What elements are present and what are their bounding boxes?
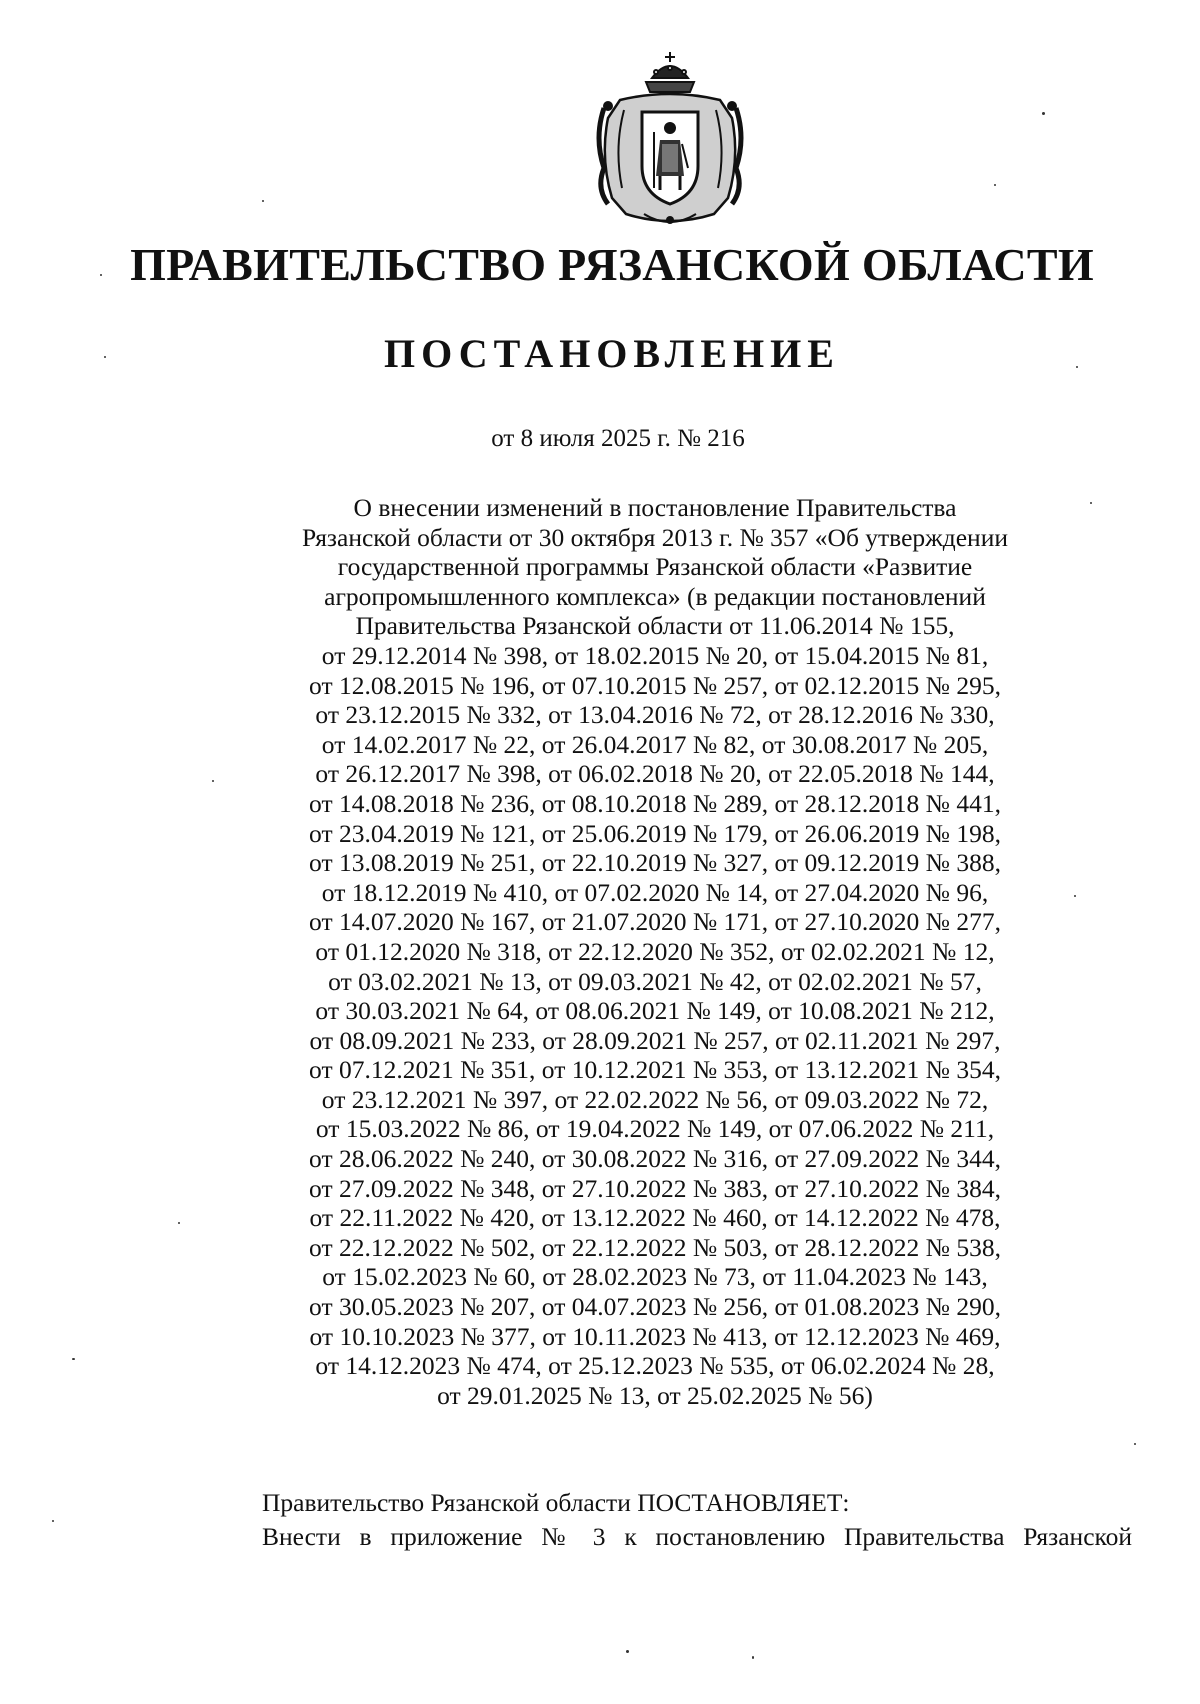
ryazan-coat-of-arms-icon — [590, 48, 750, 236]
scan-speck — [72, 1358, 75, 1360]
subject-line: от 29.01.2025 № 13, от 25.02.2025 № 56) — [437, 1380, 873, 1410]
subject-line: от 03.02.2021 № 13, от 09.03.2021 № 42, от 02.02.2021 № 57, — [328, 966, 982, 996]
organization-title: ПРАВИТЕЛЬСТВО РЯЗАНСКОЙ ОБЛАСТИ — [130, 239, 1094, 290]
subject-line: от 22.11.2022 № 420, от 13.12.2022 № 460, от 14.12.2022 № 478, — [309, 1203, 1001, 1233]
subject-line: от 18.12.2019 № 410, от 07.02.2020 № 14, от 27.04.2020 № 96, — [321, 877, 989, 907]
subject-line: государственной программы Рязанской области «Развитие — [337, 552, 973, 582]
subject-line: от 15.03.2022 № 86, от 19.04.2022 № 149, от 07.06.2022 № 211, — [315, 1114, 995, 1144]
scan-speck — [52, 1520, 54, 1522]
subject-line: от 14.12.2023 № 474, от 25.12.2023 № 535, от 06.02.2024 № 28, — [315, 1351, 995, 1381]
subject-line: от 27.09.2022 № 348, от 27.10.2022 № 383, от 27.10.2022 № 384, — [309, 1173, 1001, 1203]
subject-line: от 14.02.2017 № 22, от 26.04.2017 № 82, от 30.08.2017 № 205, — [321, 729, 989, 759]
scan-speck — [1090, 502, 1092, 504]
document-subject — [250, 493, 1060, 1410]
scan-speck — [178, 1222, 180, 1224]
subject-line: от 28.06.2022 № 240, от 30.08.2022 № 316, от 27.09.2022 № 344, — [309, 1144, 1001, 1174]
subject-line: от 30.05.2023 № 207, от 04.07.2023 № 256, от 01.08.2023 № 290, — [309, 1292, 1001, 1322]
decree-body-first-line: Внести в приложение № 3 к постановлению Правительства Рязанской — [262, 1522, 1132, 1551]
subject-line: Правительства Рязанской области от 11.06.2014 № 155, — [355, 611, 955, 641]
subject-line: агропромышленного комплекса» (в редакции постановлений — [324, 581, 986, 611]
document-type-heading: ПОСТАНОВЛЕНИЕ — [384, 331, 840, 376]
scan-speck — [262, 200, 264, 202]
subject-line: Рязанской области от 30 октября 2013 г. № 357 «Об утверждении — [301, 522, 1008, 552]
subject-line: от 12.08.2015 № 196, от 07.10.2015 № 257, от 02.12.2015 № 295, — [309, 670, 1001, 700]
scan-speck — [100, 274, 102, 276]
subject-line: от 10.10.2023 № 377, от 10.11.2023 № 413, от 12.12.2023 № 469, — [309, 1321, 1001, 1351]
subject-line: от 26.12.2017 № 398, от 06.02.2018 № 20, от 22.05.2018 № 144, — [315, 759, 995, 789]
subject-line: от 08.09.2021 № 233, от 28.09.2021 № 257, от 02.11.2021 № 297, — [309, 1025, 1001, 1055]
scan-speck — [994, 184, 996, 186]
decree-intro: Правительство Рязанской области ПОСТАНОВЛЯЕТ: — [262, 1488, 850, 1517]
document-date-number: от 8 июля 2025 г. № 216 — [491, 425, 745, 452]
subject-line: от 14.07.2020 № 167, от 21.07.2020 № 171, от 27.10.2020 № 277, — [309, 907, 1001, 937]
subject-line: от 22.12.2022 № 502, от 22.12.2022 № 503, от 28.12.2022 № 538, — [309, 1232, 1001, 1262]
subject-line: от 13.08.2019 № 251, от 22.10.2019 № 327, от 09.12.2019 № 388, — [309, 848, 1001, 878]
subject-line: от 14.08.2018 № 236, от 08.10.2018 № 289, от 28.12.2018 № 441, — [309, 788, 1001, 818]
scan-speck — [752, 1656, 754, 1659]
subject-line: от 07.12.2021 № 351, от 10.12.2021 № 353, от 13.12.2021 № 354, — [309, 1055, 1001, 1085]
subject-line: О внесении изменений в постановление Правительства — [353, 493, 957, 522]
subject-line: от 23.12.2015 № 332, от 13.04.2016 № 72, от 28.12.2016 № 330, — [315, 700, 995, 730]
scan-speck — [104, 356, 106, 358]
subject-line: от 15.02.2023 № 60, от 28.02.2023 № 73, от 11.04.2023 № 143, — [322, 1262, 988, 1292]
subject-line: от 23.04.2019 № 121, от 25.06.2019 № 179, от 26.06.2019 № 198, — [309, 818, 1001, 848]
scan-speck — [626, 1650, 629, 1653]
subject-line: от 01.12.2020 № 318, от 22.12.2020 № 352, от 02.02.2021 № 12, — [315, 936, 995, 966]
subject-line: от 23.12.2021 № 397, от 22.02.2022 № 56, от 09.03.2022 № 72, — [321, 1084, 989, 1114]
scan-speck — [1042, 112, 1045, 115]
scan-speck — [1134, 1443, 1136, 1445]
scan-speck — [212, 780, 214, 782]
subject-line: от 30.03.2021 № 64, от 08.06.2021 № 149, от 10.08.2021 № 212, — [315, 996, 995, 1026]
subject-line: от 29.12.2014 № 398, от 18.02.2015 № 20, от 15.04.2015 № 81, — [321, 640, 989, 670]
scan-speck — [1076, 366, 1078, 368]
scan-speck — [1074, 895, 1076, 897]
